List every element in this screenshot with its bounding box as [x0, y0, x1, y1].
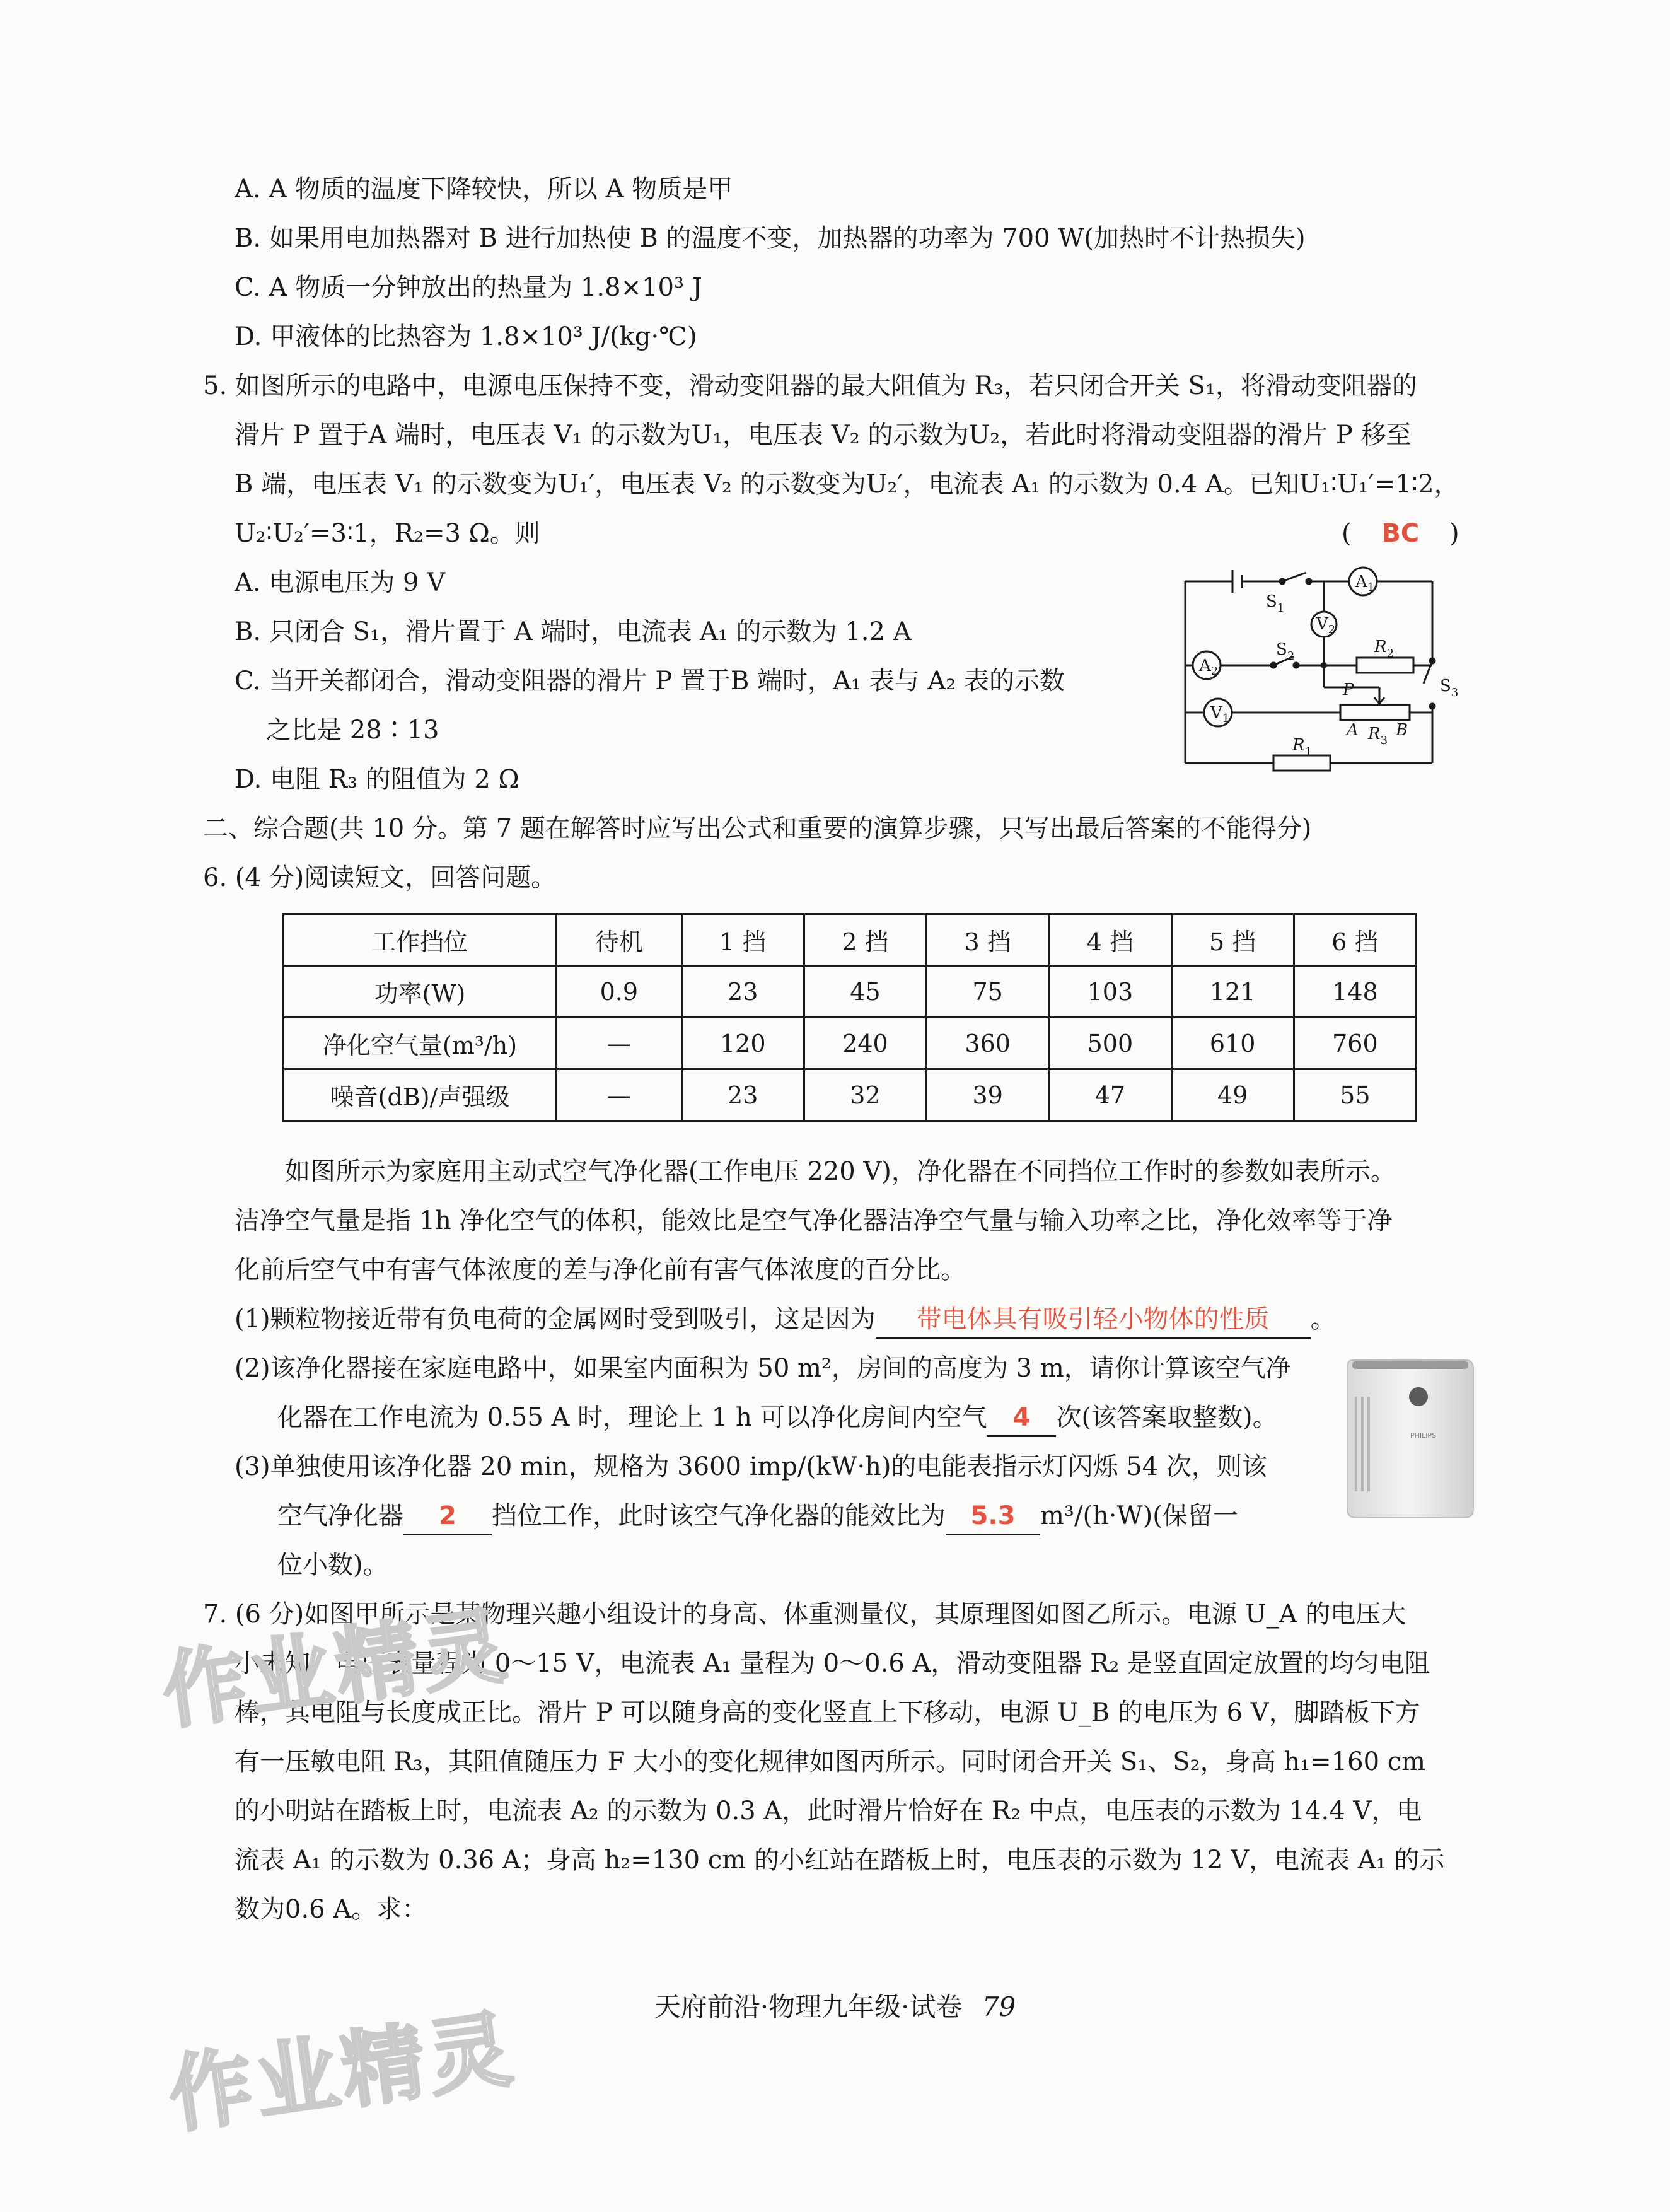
table-cell: 240: [804, 1018, 926, 1069]
params-table: [282, 913, 1417, 1122]
q5-option-d: D. 电阻 R₃ 的阻值为 2 Ω: [235, 765, 519, 794]
table-cell: 55: [1294, 1069, 1416, 1121]
q5-paren-close: ): [1449, 519, 1459, 548]
circuit-diagram: [1160, 555, 1463, 782]
q6-sub2-end: 次(该答案取整数)。: [1056, 1403, 1278, 1432]
q6-sub1-end: 。: [1310, 1305, 1336, 1334]
table-cell: 3 挡: [927, 914, 1049, 966]
table-cell: 39: [927, 1069, 1049, 1121]
q7-line3: 棒，其电阻与长度成正比。滑片 P 可以随身高的变化竖直上下移动，电源 U_B 的电压为 6 V，脚踏板下方: [235, 1698, 1420, 1727]
q6-paragraph-line1: 如图所示为家庭用主动式空气净化器(工作电压 220 V)，净化器在不同挡位工作时的参数如表所示。: [285, 1157, 1396, 1186]
table-row: [284, 966, 1417, 1018]
q6-sub3-end: m³/(h·W)(保留一: [1040, 1501, 1238, 1530]
air-purifier-image: [1340, 1353, 1482, 1523]
label-a2: $A_2$: [1199, 656, 1219, 678]
purifier-brand: PHILIPS: [1410, 1431, 1437, 1440]
label-r1: $R_1$: [1292, 736, 1313, 759]
q6-sub2-line1: (2)该净化器接在家庭电路中，如果室内面积为 50 m²，房间的高度为 3 m，请你计算该空气净: [235, 1354, 1291, 1383]
table-cell: 待机: [557, 914, 682, 966]
q6-sub1: [235, 1301, 1336, 1339]
q7-line1: 7. (6 分)如图甲所示是某物理兴趣小组设计的身高、体重测量仪，其原理图如图乙所示。电源 U_A 的电压大: [203, 1600, 1406, 1629]
label-v1: $V_1$: [1210, 704, 1230, 725]
label-a1: $A_1$: [1355, 573, 1375, 594]
table-cell: 45: [804, 966, 926, 1018]
table-cell: 47: [1049, 1069, 1171, 1121]
q6-sub3-line2: [277, 1498, 1238, 1535]
q6-sub2-answer: 4: [987, 1400, 1056, 1437]
q5-option-b: B. 只闭合 S₁，滑片置于 A 端时，电流表 A₁ 的示数为 1.2 A: [235, 617, 912, 646]
section-2-heading: 二、综合题(共 10 分。第 7 题在解答时应写出公式和重要的演算步骤，只写出最后答案的不能得分): [203, 814, 1312, 843]
q4-option-b: B. 如果用电加热器对 B 进行加热使 B 的温度不变，加热器的功率为 700 W(加热时不计热损失): [235, 224, 1306, 253]
table-cell: 1 挡: [681, 914, 804, 966]
page-footer: [0, 1986, 1670, 2024]
table-cell: 净化空气量(m³/h): [284, 1018, 557, 1069]
table-cell: 103: [1049, 966, 1171, 1018]
q7-line7: 数为0.6 A。求：: [235, 1895, 427, 1924]
q6-sub3-line1: (3)单独使用该净化器 20 min，规格为 3600 imp/(kW·h)的电能表指示灯闪烁 54 次，则该: [235, 1452, 1267, 1481]
table-cell: 23: [681, 1069, 804, 1121]
q6-sub3-line3: 位小数)。: [277, 1551, 388, 1580]
table-cell: 0.9: [557, 966, 682, 1018]
q7-line6: 流表 A₁ 的示数为 0.36 A；身高 h₂=130 cm 的小红站在踏板上时，电压表的示数为 12 V，电流表 A₁ 的示: [235, 1846, 1445, 1875]
q6-sub3-answer-gear: 2: [403, 1498, 492, 1535]
table-cell: 噪音(dB)/声强级: [284, 1069, 557, 1121]
label-a-end: A: [1347, 721, 1359, 740]
table-cell: 75: [927, 966, 1049, 1018]
label-p: P: [1343, 680, 1354, 699]
table-cell: —: [557, 1069, 682, 1121]
table-cell: 功率(W): [284, 966, 557, 1018]
table-cell: 148: [1294, 966, 1416, 1018]
q6-sub2-line2: [277, 1400, 1278, 1437]
q6-sub3-middle: 挡位工作，此时该空气净化器的能效比为: [492, 1501, 946, 1530]
q6-sub2-text: 化器在工作电流为 0.55 A 时，理论上 1 h 可以净化房间内空气: [277, 1403, 987, 1432]
q5-answer: BC: [1381, 519, 1420, 548]
watermark-1: 作业精灵: [156, 1597, 515, 1742]
page-number: 79: [982, 1991, 1016, 2022]
table-cell: 5 挡: [1171, 914, 1294, 966]
table-cell: 工作挡位: [284, 914, 557, 966]
q6-sub3-answer-ratio: 5.3: [946, 1498, 1040, 1535]
label-s1: $S_1$: [1266, 592, 1285, 615]
label-s2: $S_2$: [1276, 640, 1295, 663]
table-row: [284, 1069, 1417, 1121]
q5-option-a: A. 电源电压为 9 V: [235, 568, 446, 597]
table-cell: 360: [927, 1018, 1049, 1069]
q7-line2: 小未知，电压表量程为 0～15 V，电流表 A₁ 量程为 0～0.6 A，滑动变阻器 R₂ 是竖直固定放置的均匀电阻: [235, 1649, 1430, 1678]
table-cell: 23: [681, 966, 804, 1018]
table-cell: 500: [1049, 1018, 1171, 1069]
label-b-end: B: [1396, 721, 1408, 740]
q5-option-c-line2: 之比是 28∶13: [266, 716, 439, 745]
q6-title: 6. (4 分)阅读短文，回答问题。: [203, 863, 557, 892]
table-cell: 49: [1171, 1069, 1294, 1121]
watermark-2: 作业精灵: [163, 2000, 521, 2145]
q5-paren-open: (: [1342, 519, 1352, 548]
q5-stem-line2: 滑片 P 置于A 端时，电压表 V₁ 的示数为U₁，电压表 V₂ 的示数为U₂，若此时将滑动变阻器的滑片 P 移至: [235, 421, 1412, 450]
q4-option-c: C. A 物质一分钟放出的热量为 1.8×10³ J: [235, 273, 702, 302]
table-cell: —: [557, 1018, 682, 1069]
table-cell: 760: [1294, 1018, 1416, 1069]
table-cell: 610: [1171, 1018, 1294, 1069]
q6-paragraph-line2: 洁净空气量是指 1h 净化空气的体积，能效比是空气净化器洁净空气量与输入功率之比，净化效率等于净: [235, 1206, 1393, 1235]
table-cell: 2 挡: [804, 914, 926, 966]
q5-option-c-line1: C. 当开关都闭合，滑动变阻器的滑片 P 置于B 端时，A₁ 表与 A₂ 表的示数: [235, 667, 1065, 696]
table-cell: 6 挡: [1294, 914, 1416, 966]
q5-answer-bracket: [1342, 516, 1459, 551]
label-r2: $R_2$: [1374, 637, 1395, 660]
q6-sub1-answer: 带电体具有吸引轻小物体的性质: [876, 1301, 1311, 1339]
table-cell: 32: [804, 1069, 926, 1121]
q6-paragraph-line3: 化前后空气中有害气体浓度的差与净化前有害气体浓度的百分比。: [235, 1255, 966, 1284]
q6-sub3-text: 空气净化器: [277, 1501, 403, 1530]
q7-line4: 有一压敏电阻 R₃，其阻值随压力 F 大小的变化规律如图丙所示。同时闭合开关 S₁、S₂，身高 h₁=160 cm: [235, 1747, 1426, 1776]
table-cell: 4 挡: [1049, 914, 1171, 966]
label-v2: $V_2$: [1316, 615, 1336, 636]
q5-stem-line3: B 端，电压表 V₁ 的示数变为U₁′，电压表 V₂ 的示数变为U₂′，电流表 A₁ 的示数为 0.4 A。已知U₁∶U₁′=1∶2，: [235, 470, 1459, 499]
q5-stem-line1: 5. 如图所示的电路中，电源电压保持不变，滑动变阻器的最大阻值为 R₃，若只闭合开关 S₁，将滑动变阻器的: [203, 371, 1417, 400]
table-row: [284, 1018, 1417, 1069]
q7-line5: 的小明站在踏板上时，电流表 A₂ 的示数为 0.3 A，此时滑片恰好在 R₂ 中点，电压表的示数为 14.4 V，电: [235, 1796, 1422, 1825]
q4-option-d: D. 甲液体的比热容为 1.8×10³ J/(kg·℃): [235, 322, 697, 351]
q4-option-a: A. A 物质的温度下降较快，所以 A 物质是甲: [235, 175, 733, 204]
footer-title: 天府前沿·物理九年级·试卷: [654, 1991, 963, 2022]
table-header-row: [284, 914, 1417, 966]
label-s3: $S_3$: [1440, 677, 1459, 699]
label-r3: $R_3$: [1368, 725, 1388, 747]
table-cell: 120: [681, 1018, 804, 1069]
q6-sub1-text: (1)颗粒物接近带有负电荷的金属网时受到吸引，这是因为: [235, 1305, 876, 1334]
table-cell: 121: [1171, 966, 1294, 1018]
q5-stem-line4: U₂∶U₂′=3∶1，R₂=3 Ω。则: [235, 519, 540, 548]
